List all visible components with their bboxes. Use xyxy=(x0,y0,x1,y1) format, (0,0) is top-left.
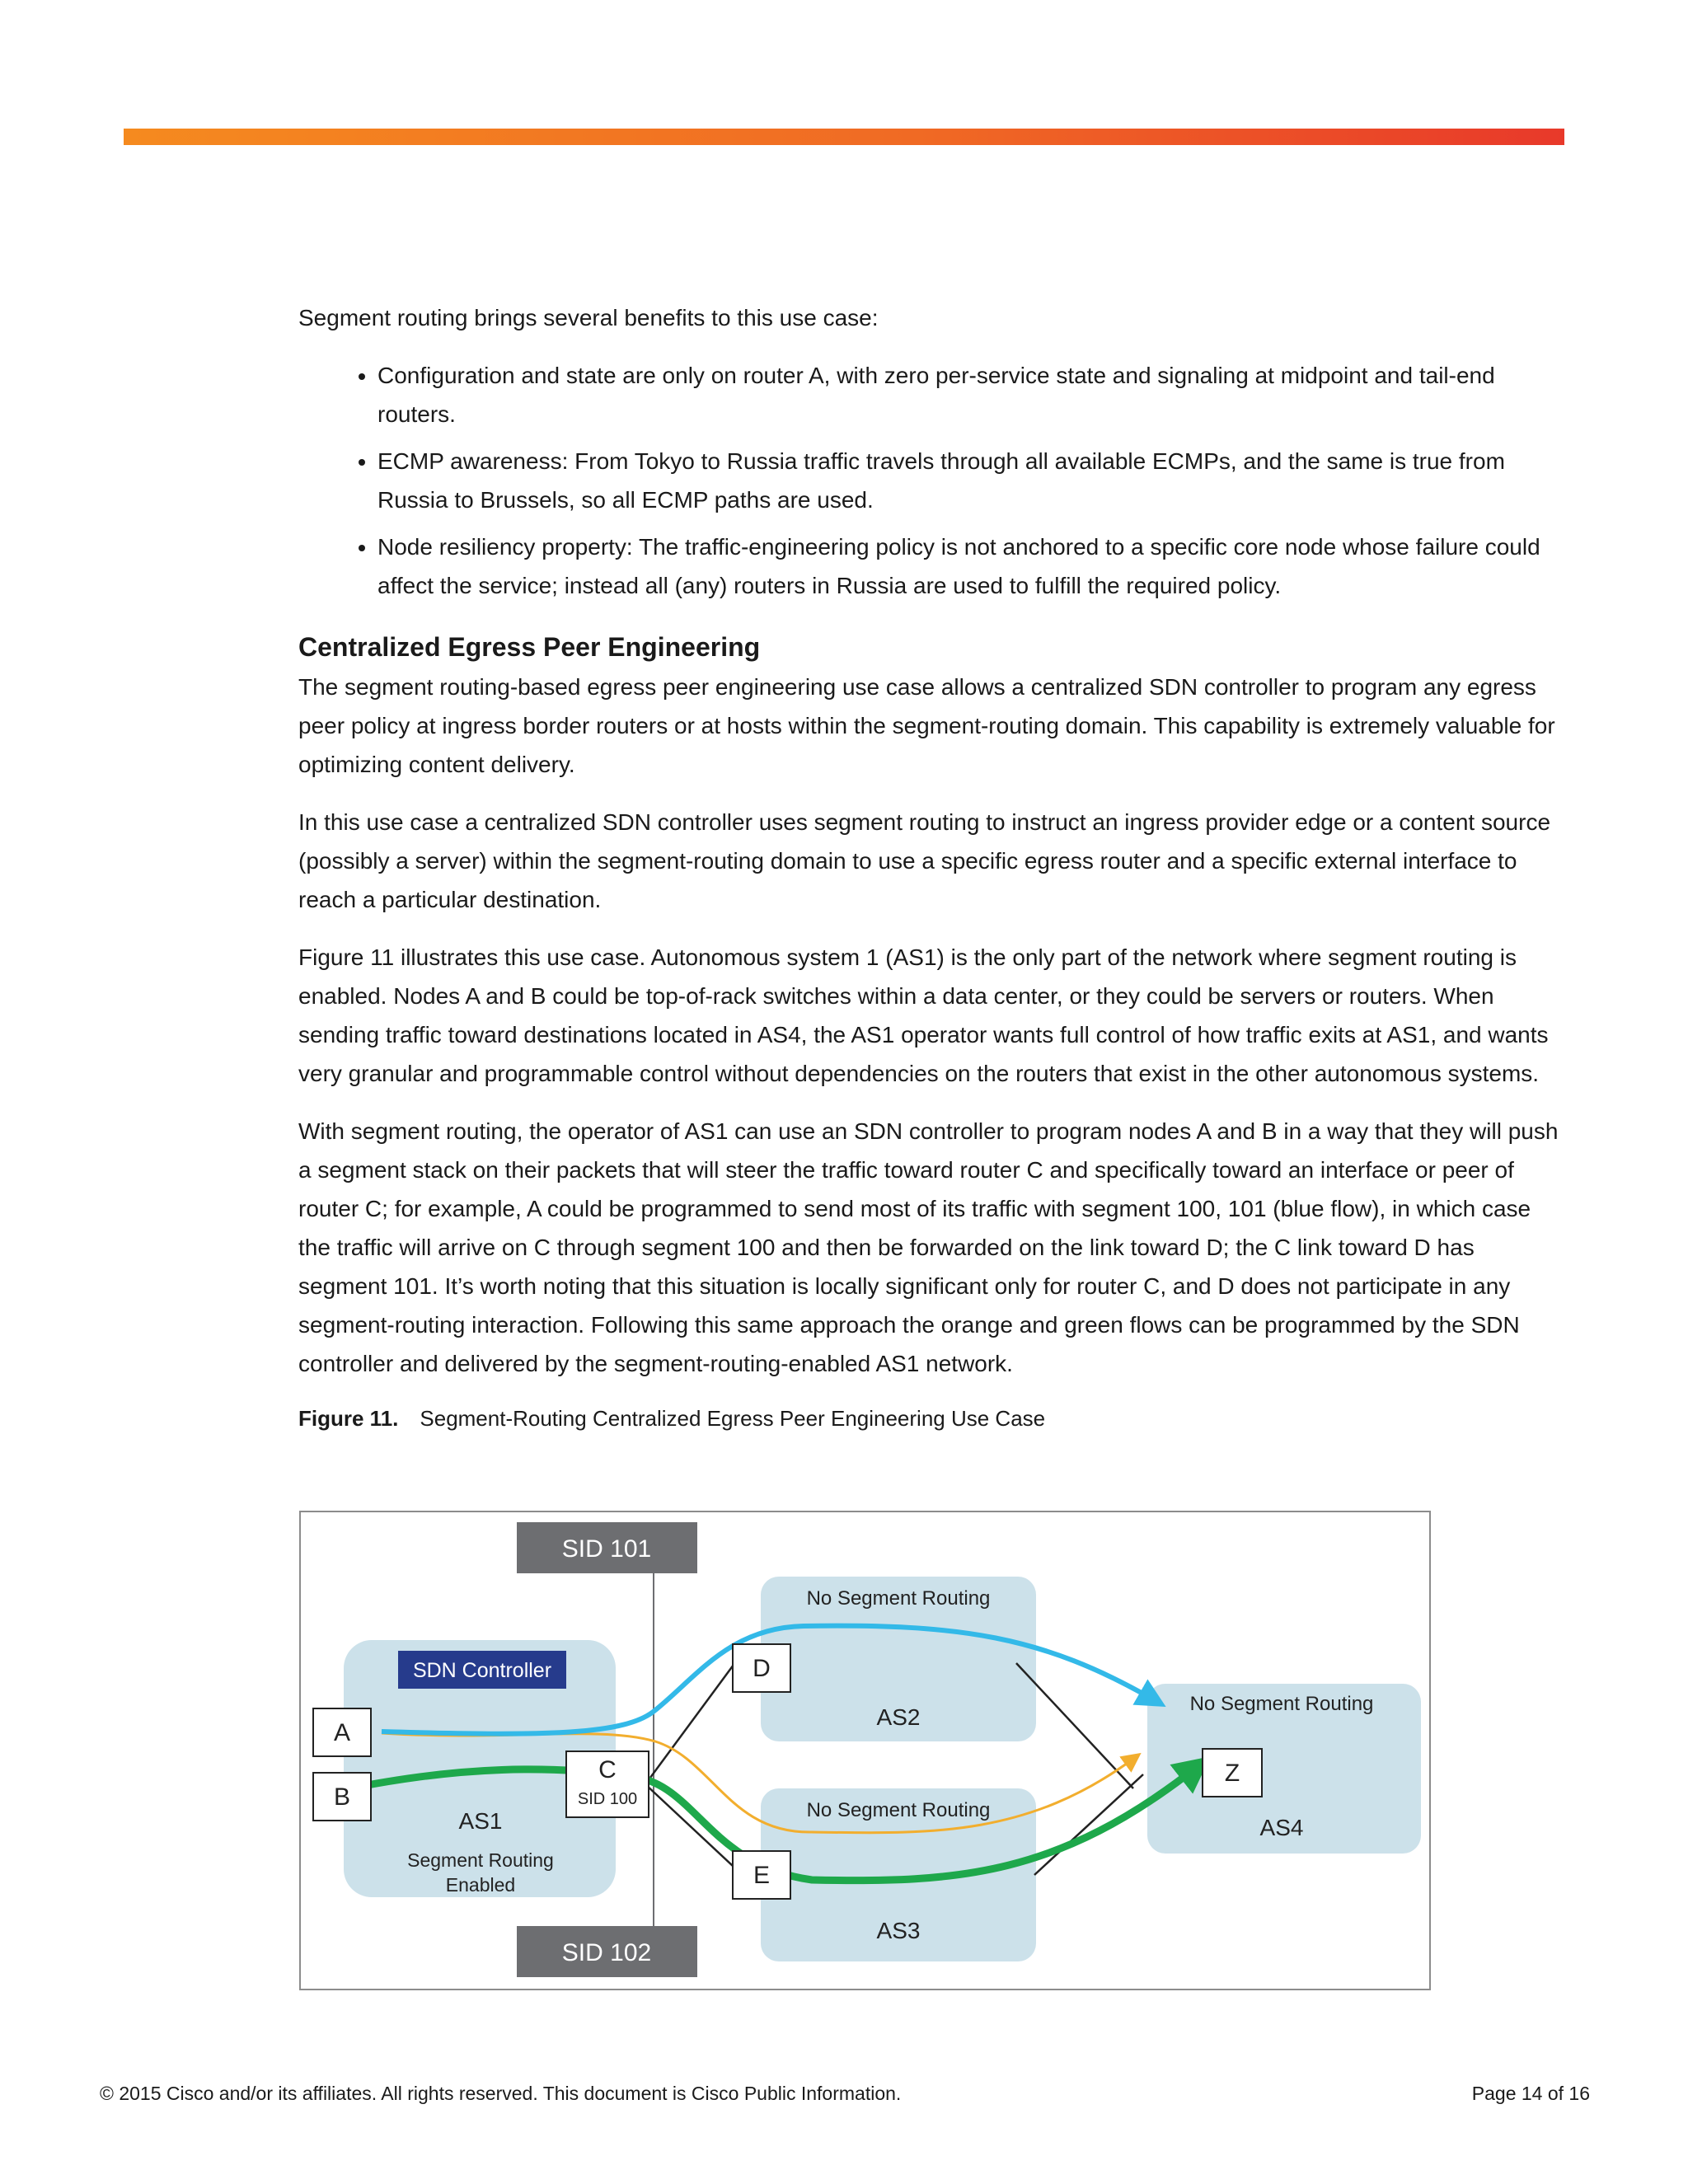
node-a-label: A xyxy=(333,1719,351,1746)
benefits-list xyxy=(298,356,1568,605)
figure-number: Figure 11. xyxy=(298,1406,399,1431)
as1-label: AS1 xyxy=(458,1808,503,1834)
as3-title: No Segment Routing xyxy=(806,1799,991,1821)
sid-101-label: SID 101 xyxy=(561,1535,652,1563)
document-body xyxy=(298,298,1568,1435)
paragraph: In this use case a centralized SDN controller uses segment routing to instruct an ingress provider edge or a content source (possibly a server) within the segment-routing domain to use a specific egress router and a specific external interface to reach a particular destination. xyxy=(298,809,1551,912)
paragraph: The segment routing-based egress peer engineering use case allows a centralized SDN controller to program any egress peer policy at ingress border routers or at hosts within the segment-routing domain. This capability is extremely valuable for optimizing content delivery. xyxy=(298,674,1555,777)
node-c-label: C xyxy=(598,1756,617,1783)
figure-caption-text: Segment-Routing Centralized Egress Peer Engineering Use Case xyxy=(420,1406,1046,1431)
as2-title: No Segment Routing xyxy=(806,1587,991,1610)
as1-sub-line2: Enabled xyxy=(445,1874,516,1896)
sdn-controller-label: SDN Controller xyxy=(412,1659,552,1682)
intro-paragraph: Segment routing brings several benefits to this use case: xyxy=(298,305,879,330)
section-heading: Centralized Egress Peer Engineering xyxy=(298,632,761,662)
node-b-label: B xyxy=(333,1783,351,1811)
as2-label: AS2 xyxy=(876,1704,921,1730)
network-diagram xyxy=(299,1511,1431,1990)
figure-caption xyxy=(298,1402,1568,1435)
paragraph: Figure 11 illustrates this use case. Autonomous system 1 (AS1) is the only part of the network where segment routing is enabled. Nodes A and B could be top-of-rack switches within a data center, or they could be servers or routers. When sending traffic toward destinations located in AS4, the AS1 operator wants full control of how traffic exits at AS1, and wants very granular and programmable control without dependencies on the routers that exist in the other autonomous systems. xyxy=(298,944,1549,1086)
paragraph: With segment routing, the operator of AS1 can use an SDN controller to program nodes A and B in a way that they will push a segment stack on their packets that will steer the traffic toward router C and specifically toward an interface or peer of router C; for example, A could be programmed to send most of its traffic with segment 100, 101 (blue flow), in which case the traffic will arrive on C through segment 100 and then be forwarded on the link toward D; the C link toward D has segment 101. It’s worth noting that this situation is locally significant only for router C, and D does not participate in any segment-routing interaction. Following this same approach the orange and green flows can be programmed by the SDN controller and delivered by the segment-routing-enabled AS1 network. xyxy=(298,1118,1559,1376)
node-e-label: E xyxy=(753,1862,771,1889)
copyright-text: © 2015 Cisco and/or its affiliates. All rights reserved. This document is Cisco Public Information. xyxy=(100,2083,902,2104)
as4-title: No Segment Routing xyxy=(1189,1693,1374,1715)
page-footer xyxy=(100,2083,1590,2105)
list-item: • Node resiliency property: The traffic-engineering policy is not anchored to a specific core node whose failure could affect the service; instead all (any) routers in Russia are used to fulfill the required policy. xyxy=(377,527,1568,605)
as1-sub-line1: Segment Routing xyxy=(407,1849,554,1871)
as4-label: AS4 xyxy=(1259,1815,1304,1840)
node-c-sid: SID 100 xyxy=(577,1790,638,1808)
sid-102-label: SID 102 xyxy=(561,1939,652,1966)
list-item: • Configuration and state are only on router A, with zero per-service state and signaling at midpoint and tail-end routers. xyxy=(377,356,1568,434)
node-z-label: Z xyxy=(1224,1760,1240,1787)
node-d-label: D xyxy=(753,1655,771,1682)
as3-label: AS3 xyxy=(876,1918,921,1943)
page-number: Page 14 of 16 xyxy=(1471,2083,1590,2104)
brand-color-bar xyxy=(124,129,1564,145)
list-item: • ECMP awareness: From Tokyo to Russia traffic travels through all available ECMPs, and the same is true from Russia to Brussels, so all ECMP paths are used. xyxy=(377,442,1568,519)
